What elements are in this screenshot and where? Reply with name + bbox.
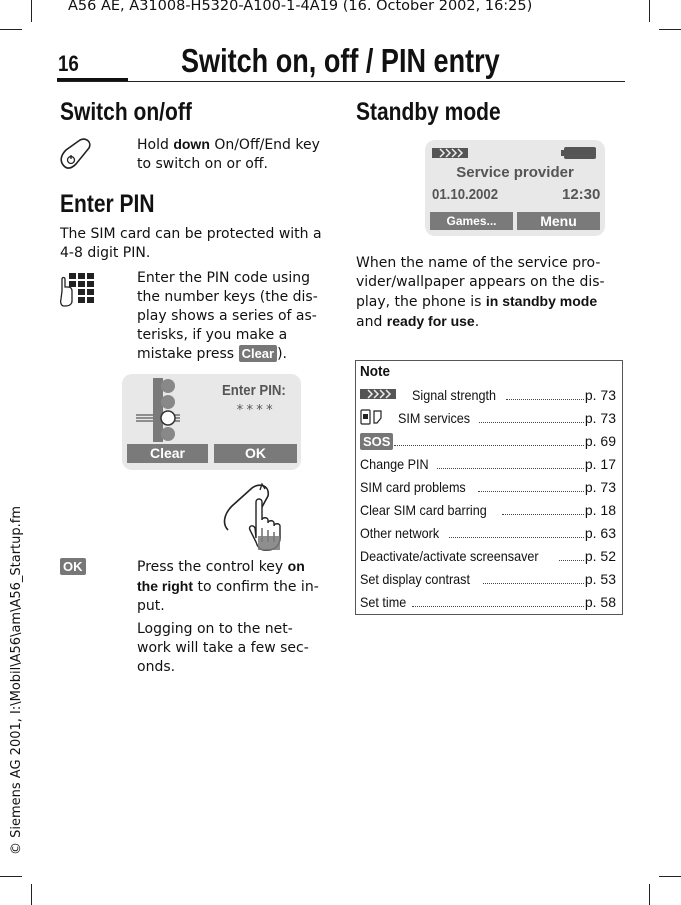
crop-mark [0,876,22,877]
leader-dots [449,536,584,538]
signal-strength-icon [432,146,470,160]
note-item[interactable]: SIM services p. 73 [360,408,616,428]
leader-dots [559,559,583,561]
logging-text: Logging on to the net- work will take a few sec- onds. [137,621,309,675]
note-title: Note [360,363,391,380]
switch-text: Hold down On/Off/End key to switch on or off. [137,136,320,172]
service-provider: Service provider [456,164,574,181]
leader-dots [412,605,584,607]
note-item[interactable]: Set display contrast p. 53 [360,571,616,587]
crop-mark [649,884,650,905]
games-softkey[interactable]: Games... [430,212,513,230]
leader-dots [479,421,584,423]
power-key-icon [58,138,94,172]
page-number: 16 [58,51,79,76]
ok-key: OK [60,558,86,575]
leader-dots [437,467,584,469]
pin-step-text: Enter the PIN code using the number keys (the dis- play shows a series of as- terisks, if you make a mistake press Clear ). [137,270,318,362]
crop-mark [659,29,681,30]
crop-mark [659,876,681,877]
crop-mark [649,0,650,22]
pin-heading: Enter PIN [60,190,155,218]
leader-dots [506,398,583,400]
note-item[interactable]: SIM card problems p. 73 [360,479,616,495]
note-item[interactable]: Set time p. 58 [360,594,616,610]
standby-heading: Standby mode [356,98,501,126]
leader-dots [483,582,584,584]
keypad-icon [59,271,95,307]
standby-date: 01.10.2002 [432,186,499,203]
clear-softkey[interactable]: Clear [127,444,208,463]
standby-time: 12:30 [562,186,601,203]
navigation-indicator [136,378,180,442]
note-box [355,360,623,615]
note-item[interactable]: SOS p. 69 [360,431,616,451]
hand-press-icon [222,480,288,552]
running-header: A56 AE, A31008-H5320-A100-1-4A19 (16. October 2002, 16:25) [68,0,533,14]
switch-heading: Switch on/off [60,98,192,126]
standby-text: When the name of the service pro- vider/wallpaper appears on the dis- play, the phone is in standby mode and ready for use. [356,255,605,330]
crop-mark [0,29,22,30]
note-item[interactable]: Signal strength p. 73 [360,385,616,405]
sim-services-icon [360,409,398,428]
leader-dots [502,513,584,515]
pin-screen [122,374,301,470]
leader-dots [394,444,583,446]
menu-softkey[interactable]: Menu [517,212,600,230]
sos-key: SOS [360,433,393,450]
note-item[interactable]: Other network p. 63 [360,525,616,541]
side-note: © Siemens AG 2001, I:\Mobil\A56\am\A56_Startup.fm [9,505,24,855]
leader-dots [478,490,583,492]
ok-text: Press the control key on the right to confirm the in- put. [137,558,319,614]
pin-label: Enter PIN: [222,382,286,399]
header-rule [57,81,625,82]
signal-strength-icon [360,387,412,403]
pin-intro: The SIM card can be protected with a 4-8 digit PIN. [60,226,322,261]
note-item[interactable]: Clear SIM card barring p. 18 [360,502,616,518]
crop-mark [31,0,32,22]
standby-screen [425,140,605,236]
clear-key: Clear [239,345,278,362]
note-item[interactable]: Deactivate/activate screensaver p. 52 [360,548,616,564]
pin-value: **** [236,403,276,418]
battery-icon [561,146,596,160]
note-item[interactable]: Change PIN p. 17 [360,456,616,472]
crop-mark [31,884,32,905]
page-title: Switch on, off / PIN entry [181,42,500,79]
ok-softkey[interactable]: OK [214,444,297,463]
